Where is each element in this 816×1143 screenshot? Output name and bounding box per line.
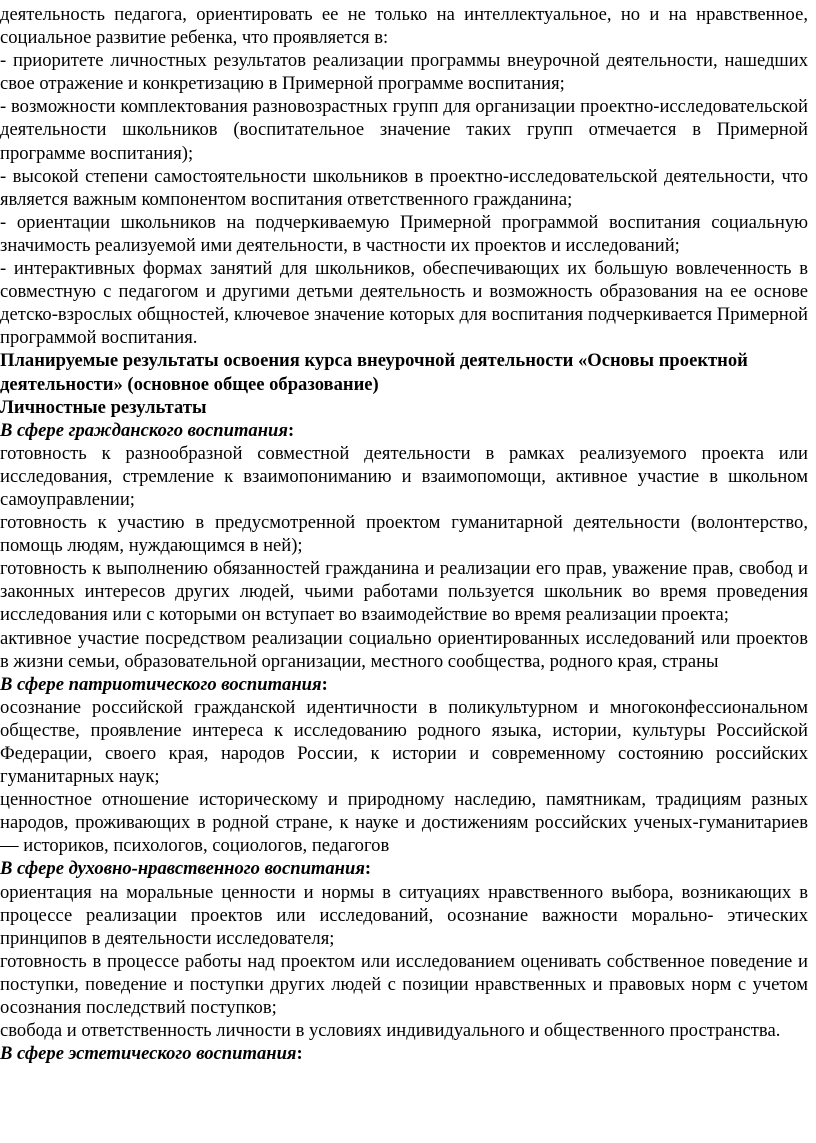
civic-item-4: активное участие посредством реализации социально ориентированных исследований или проектов в жизни семьи, образовательной организации, местного сообщества, родного края, страны xyxy=(0,627,808,672)
moral-item-2: готовность в процессе работы над проектом или исследованием оценивать собственное поведение и поступки, поведение и поступки других людей с позиции нравственных и правовых норм с учетом осознания последствий поступков; xyxy=(0,950,808,1019)
moral-section-title xyxy=(0,857,808,880)
patriotic-item-1: осознание российской гражданской идентичности в поликультурном и многоконфессиональном обществе, проявление интереса к исследованию родного языка, истории, культуры Российской Федерации, своего края, народов России, к истории и современному состоянию российских гуманитарных наук; xyxy=(0,696,808,788)
patriotic-title-text: В сфере патриотического воспитания xyxy=(0,673,322,695)
aesthetic-title-text: В сфере эстетического воспитания xyxy=(0,1043,297,1065)
civic-section-title xyxy=(0,419,808,442)
moral-item-1: ориентация на моральные ценности и нормы в ситуациях нравственного выбора, возникающих в процессе реализации проектов или исследований, осознание важности морально- этических принципов в деятельности исследователя; xyxy=(0,881,808,949)
patriotic-title-colon: : xyxy=(321,673,328,695)
civic-item-2: готовность к участию в предусмотренной проектом гуманитарной деятельности (волонтерство, помощь людям, нуждающимся в ней); xyxy=(0,512,808,557)
main-heading: Планируемые результаты освоения курса внеурочной деятельности «Основы проектной деятельности» (основное общее образование) xyxy=(0,350,748,395)
intro-list-item-1: - приоритете личностных результатов реализации программы внеурочной деятельности, нашедших свое отражение и конкретизацию в Примерной программе воспитания; xyxy=(0,50,808,95)
patriotic-section-title xyxy=(0,673,808,696)
aesthetic-title-colon: : xyxy=(296,1043,303,1065)
moral-title-text: В сфере духовно-нравственного воспитания xyxy=(0,858,365,880)
moral-item-3: свобода и ответственность личности в условиях индивидуального и общественного пространства. xyxy=(0,1020,781,1042)
intro-paragraph-1: деятельность педагога, ориентировать ее не только на интеллектуальное, но и на нравственное, социальное развитие ребенка, что проявляется в: xyxy=(0,4,808,49)
patriotic-item-2: ценностное отношение историческому и природному наследию, памятникам, традициям разных народов, проживающих в родной стране, к науке и достижениям российских ученых-гуманитариев — историков, психологов, социологов, педагогов xyxy=(0,789,808,857)
intro-list-item-3: - высокой степени самостоятельности школьников в проектно-исследовательской деятельности, что является важным компонентом воспитания ответственного гражданина; xyxy=(0,165,808,210)
intro-list-item-4: - ориентации школьников на подчеркиваемую Примерной программой воспитания социальную значимость реализуемой ими деятельности, в частности их проектов и исследований; xyxy=(0,211,808,256)
moral-title-colon: : xyxy=(364,858,372,880)
civic-title-colon: : xyxy=(287,419,295,441)
civic-item-1: готовность к разнообразной совместной деятельности в рамках реализуемого проекта или исследования, стремление к взаимопониманию и взаимопомощи, активное участие в школьном самоуправлении; xyxy=(0,442,808,510)
intro-list-item-5: - интерактивных формах занятий для школьников, обеспечивающих их большую вовлеченность в совместную с педагогом и другими детьми деятельность и возможность образования на ее основе детско-взрослых общностей, ключевое значение которых для воспитания подчеркивается Примерной программой воспитания. xyxy=(0,258,808,349)
personal-results-heading: Личностные результаты xyxy=(0,396,207,418)
aesthetic-section-title xyxy=(0,1042,808,1065)
intro-list-item-2: - возможности комплектования разновозрастных групп для организации проектно-исследовательской деятельности школьников (воспитательное значение таких групп отмечается в Примерной программе воспитания); xyxy=(0,96,808,164)
civic-item-3: готовность к выполнению обязанностей гражданина и реализации его прав, уважение прав, свобод и законных интересов других людей, чьими работами пользуется школьник во время проведения исследования или с которыми он вступает во взаимодействие во время реализации проекта; xyxy=(0,558,808,626)
civic-title-text: В сфере гражданского воспитания xyxy=(0,419,288,441)
